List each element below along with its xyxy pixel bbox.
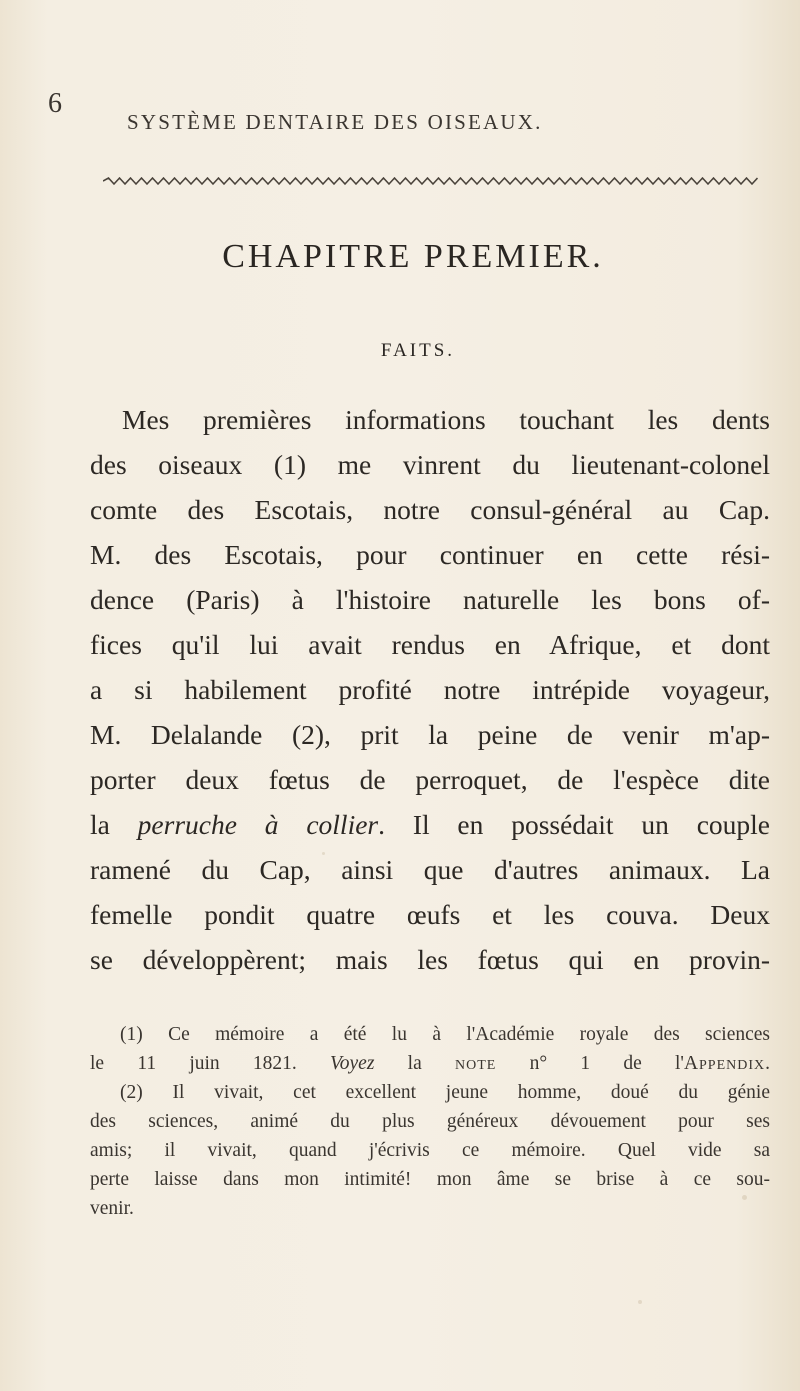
footnote-line: des sciences, animé du plus généreux dévouement pour ses <box>90 1111 770 1132</box>
body-paragraph <box>90 397 770 982</box>
footnote-line <box>90 1049 770 1078</box>
body-line: M. Delalande (2), prit la peine de venir m'ap- <box>90 719 770 750</box>
italic-term: perruche à collier <box>137 809 379 840</box>
footnote-text-run: le 11 juin 1821. <box>90 1053 331 1074</box>
body-line: Mes premières informations touchant les dents <box>122 404 770 435</box>
footnote-text-run: la <box>374 1053 455 1074</box>
footnote-line: (2) Il vivait, cet excellent jeune homme, doué du génie <box>120 1082 770 1103</box>
body-line: M. des Escotais, pour continuer en cette rési- <box>90 539 770 570</box>
footnote-line: amis; il vivait, quand j'écrivis ce mémoire. Quel vide sa <box>90 1140 770 1161</box>
footnote-line: (1) Ce mémoire a été lu à l'Académie royale des sciences <box>120 1024 770 1045</box>
footnote-smallcaps: note <box>455 1053 497 1074</box>
paper-spot <box>638 1300 642 1304</box>
decorative-rule <box>103 175 758 187</box>
body-line: porter deux fœtus de perroquet, de l'espèce dite <box>90 764 770 795</box>
footnote-line: perte laisse dans mon intimité! mon âme se brise à ce sou- <box>90 1169 770 1190</box>
footnote-text-run: . <box>765 1053 771 1074</box>
body-line: ramené du Cap, ainsi que d'autres animaux. La <box>90 854 770 885</box>
running-head: SYSTÈME DENTAIRE DES OISEAUX. <box>127 110 543 134</box>
body-line: fices qu'il lui avait rendus en Afrique, et dont <box>90 629 770 660</box>
body-line: femelle pondit quatre œufs et les couva. Deux <box>90 899 770 930</box>
paper-spot <box>322 852 325 855</box>
page-number: 6 <box>48 88 62 119</box>
body-line: dence (Paris) à l'histoire naturelle les bons of- <box>90 584 770 615</box>
body-line: comte des Escotais, notre consul-général au Cap. <box>90 494 770 525</box>
body-line: a si habilement profité notre intrépide voyageur, <box>90 674 770 705</box>
body-line: des oiseaux (1) me vinrent du lieutenant-colonel <box>90 449 770 480</box>
body-line: se développèrent; mais les fœtus qui en provin- <box>90 944 770 975</box>
paper-spot <box>742 1195 747 1200</box>
chapter-title: CHAPITRE PREMIER. <box>222 238 604 275</box>
footnote-smallcaps: Appendix <box>683 1053 766 1074</box>
body-text-run: . Il en possédait un couple <box>378 809 770 840</box>
body-text-run: la <box>90 809 138 840</box>
footnote-italic: Voyez <box>330 1053 375 1074</box>
footnotes <box>90 1020 770 1223</box>
footnote-line: venir. <box>90 1198 134 1219</box>
body-line <box>90 802 770 847</box>
footnote-text-run: n° 1 de l' <box>496 1053 684 1074</box>
section-title: FAITS. <box>380 340 456 361</box>
